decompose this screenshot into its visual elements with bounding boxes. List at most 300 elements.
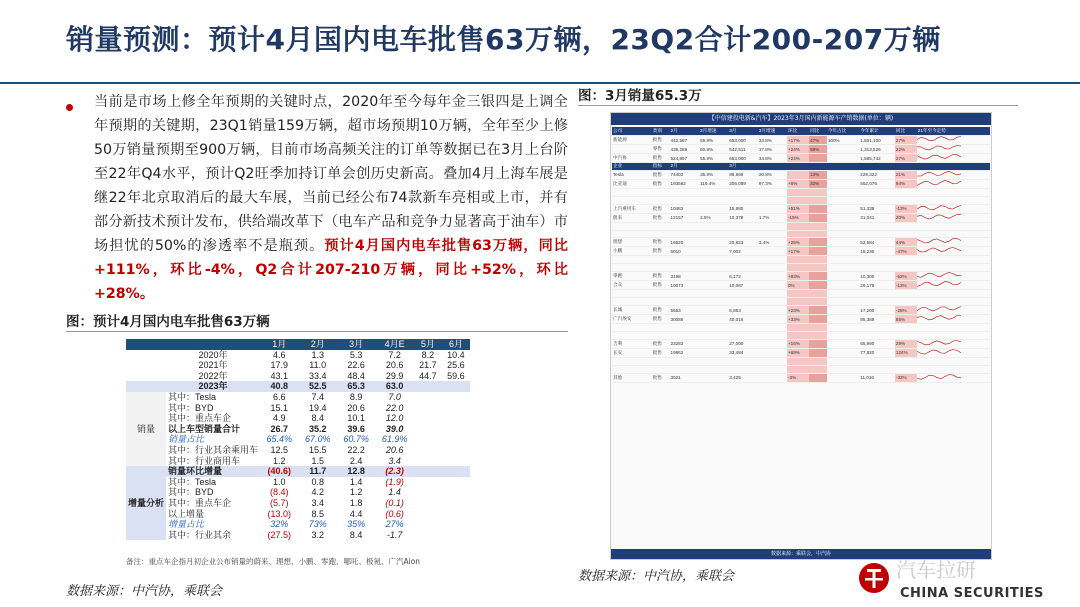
value-cell (809, 256, 827, 264)
value-cell (859, 222, 895, 230)
value-cell (652, 222, 670, 230)
empty-cell (126, 350, 166, 361)
page-title: 销量预测：预计4月国内电车批售63万辆，23Q2合计200-207万辆 (66, 23, 941, 56)
sparkline-path (917, 155, 961, 160)
value-cell (442, 456, 470, 467)
value-cell: 193562 (670, 179, 700, 188)
value-cell: +16% (787, 339, 809, 348)
row-label: 销量占比 (168, 434, 205, 445)
value-cell: 批售 (652, 179, 670, 188)
value-cell (699, 290, 728, 298)
value-cell: 批售 (652, 272, 670, 281)
value-cell: 15,880 (728, 204, 758, 213)
header-cell (126, 339, 166, 350)
value-cell (670, 256, 700, 264)
value-cell: +6% (787, 179, 809, 188)
sparkline-path (917, 316, 961, 320)
value-cell (612, 298, 652, 306)
value-cell: +25% (787, 238, 809, 247)
row-label: 增量占比 (168, 519, 205, 530)
value-cell (442, 392, 470, 403)
value-cell: 批售 (652, 213, 670, 222)
value-cell (652, 230, 670, 238)
value-cell: 7.2 (388, 349, 401, 360)
value-cell (917, 222, 990, 230)
right-sales-table (612, 127, 990, 383)
value-cell (612, 256, 652, 264)
value-cell: -13% (895, 204, 917, 213)
value-cell (787, 331, 809, 339)
value-cell (414, 424, 442, 435)
value-cell (612, 196, 652, 204)
value-cell: 3.2 (311, 529, 324, 540)
header-cell (166, 339, 260, 350)
header-cell: 3月 (728, 127, 758, 136)
sparkline-icon (917, 349, 963, 356)
table-row (612, 348, 990, 357)
value-cell (809, 238, 827, 247)
sparkline-path (917, 180, 961, 185)
value-cell: 44% (895, 238, 917, 247)
header-cell: 21年至今走势 (917, 127, 990, 136)
value-cell (699, 348, 728, 357)
value-cell: +23% (787, 306, 809, 315)
value-cell (612, 230, 652, 238)
sparkline-cell (917, 145, 990, 154)
value-cell (917, 365, 990, 373)
value-cell: 27,000 (728, 339, 758, 348)
value-cell (442, 477, 470, 488)
value-cell: 合众 (612, 281, 652, 290)
table-row (612, 315, 990, 324)
value-cell (652, 196, 670, 204)
value-cell (728, 324, 758, 332)
value-cell: 67.0% (304, 434, 331, 445)
value-cell (758, 365, 787, 373)
table-row (126, 477, 470, 488)
value-cell (827, 348, 859, 357)
value-cell (414, 445, 442, 456)
value-cell: 19.4 (308, 402, 327, 413)
value-cell: 51,338 (859, 204, 895, 213)
group-label-increment: 增量分析 (126, 466, 166, 540)
row-label: 其中：行业其余乘用车 (168, 444, 259, 455)
value-cell: 35.2 (308, 423, 327, 434)
value-cell (699, 373, 728, 382)
value-cell (827, 373, 859, 382)
value-cell (699, 357, 728, 365)
value-cell: 小鹏 (612, 247, 652, 256)
value-cell (728, 290, 758, 298)
value-cell (859, 188, 895, 196)
left-figure-note: 备注：重点车企指月初企业公布销量的蔚来、理想、小鹏、零跑、哪吒、极氪、广汽Aion (126, 557, 421, 566)
left-sales-table (126, 339, 470, 540)
value-cell: 63.0 (375, 381, 413, 392)
value-cell: (2.3) (375, 466, 413, 477)
value-cell: 3198 (670, 272, 700, 281)
value-cell: -52% (895, 272, 917, 281)
value-cell (895, 230, 917, 238)
value-cell (442, 487, 470, 498)
value-cell (827, 145, 859, 154)
value-cell: 8.2 (421, 349, 435, 360)
value-cell (827, 298, 859, 306)
value-cell: 65,990 (859, 339, 895, 348)
value-cell (787, 230, 809, 238)
value-cell: +17% (787, 247, 809, 256)
value-cell (414, 477, 442, 488)
value-cell: 26,178 (859, 281, 895, 290)
value-cell: 18,230 (859, 247, 895, 256)
value-cell (758, 290, 787, 298)
value-cell (758, 163, 787, 171)
table-row (126, 381, 470, 392)
value-cell: (27.5) (267, 529, 292, 540)
value-cell: 3.4% (758, 238, 787, 247)
sparkline-cell (917, 179, 990, 188)
value-cell (612, 222, 652, 230)
value-cell (758, 281, 787, 290)
value-cell: 零售 (652, 145, 670, 154)
value-cell: 20.8% (758, 170, 787, 179)
value-cell (699, 298, 728, 306)
value-cell (809, 188, 827, 196)
table-subrow (612, 256, 990, 264)
value-cell: 40.8 (260, 381, 298, 392)
value-cell: 30086 (670, 315, 700, 324)
value-cell: 33.4 (308, 370, 327, 381)
value-cell: 65.4% (266, 434, 293, 445)
value-cell (895, 256, 917, 264)
value-cell (442, 498, 470, 509)
value-cell (652, 331, 670, 339)
value-cell: 34.8% (758, 154, 787, 163)
value-cell (414, 466, 442, 477)
value-cell (809, 247, 827, 256)
table-row (126, 392, 470, 403)
value-cell: +51% (787, 204, 809, 213)
row-label: 其中：重点车企 (168, 497, 232, 508)
watermark-text: 汽车拉研 (896, 558, 976, 582)
row-label: 其中：BYD (168, 402, 214, 413)
value-cell (859, 256, 895, 264)
table-row (612, 238, 990, 247)
value-cell (859, 196, 895, 204)
table-row (612, 179, 990, 188)
value-cell (809, 272, 827, 281)
value-cell: 7.0 (388, 391, 401, 402)
value-cell (859, 264, 895, 272)
value-cell (442, 519, 470, 530)
value-cell (699, 281, 728, 290)
value-cell: 22% (895, 145, 917, 154)
table-row (126, 371, 470, 382)
value-cell (758, 315, 787, 324)
table-subrow (612, 290, 990, 298)
value-cell: 2.5% (699, 213, 728, 222)
value-cell (859, 324, 895, 332)
value-cell (827, 179, 859, 188)
value-cell: 19862 (670, 348, 700, 357)
value-cell (758, 196, 787, 204)
table-row (612, 154, 990, 163)
value-cell (859, 331, 895, 339)
table-row (612, 281, 990, 290)
value-cell: 32% (270, 519, 289, 530)
value-cell (652, 264, 670, 272)
value-cell: 23283 (670, 339, 700, 348)
value-cell (895, 290, 917, 298)
value-cell (827, 290, 859, 298)
row-label: 2021年 (198, 360, 228, 371)
value-cell (827, 306, 859, 315)
value-cell: 广汽埃安 (612, 315, 652, 324)
table-row (126, 519, 470, 530)
value-cell: 12157 (670, 213, 700, 222)
value-cell (895, 264, 917, 272)
table-row (612, 272, 990, 281)
value-cell: 6,853 (728, 306, 758, 315)
value-cell (652, 324, 670, 332)
value-cell (917, 298, 990, 306)
value-cell: 长安 (612, 348, 652, 357)
value-cell (442, 403, 470, 414)
value-cell (809, 306, 827, 315)
value-cell (859, 365, 895, 373)
value-cell (442, 434, 470, 445)
value-cell (758, 357, 787, 365)
value-cell: 11.7 (298, 466, 336, 477)
value-cell (414, 509, 442, 520)
value-cell (699, 365, 728, 373)
table-row (612, 145, 990, 154)
empty-cell (126, 381, 166, 392)
value-cell (652, 357, 670, 365)
value-cell: 零跑 (612, 272, 652, 281)
value-cell (809, 230, 827, 238)
value-cell (827, 238, 859, 247)
value-cell: 10.1 (347, 413, 365, 424)
sparkline-path (917, 248, 961, 252)
left-figure-label: 图：预计4月国内电车批售63万辆 (66, 314, 270, 330)
value-cell: 新能源 (612, 136, 652, 145)
value-cell (859, 230, 895, 238)
value-cell (612, 365, 652, 373)
value-cell (670, 222, 700, 230)
value-cell (827, 339, 859, 348)
value-cell (670, 298, 700, 306)
value-cell (787, 163, 809, 171)
value-cell (758, 306, 787, 315)
value-cell: +24% (787, 145, 809, 154)
value-cell (699, 204, 728, 213)
sparkline-icon (917, 306, 963, 313)
value-cell: +33% (787, 315, 809, 324)
value-cell: 3.4 (311, 497, 324, 508)
value-cell (442, 381, 470, 392)
value-cell (758, 230, 787, 238)
table-row (126, 350, 470, 361)
sparkline-path (917, 137, 961, 141)
value-cell: 1.8 (349, 497, 363, 508)
value-cell (442, 530, 470, 541)
value-cell (917, 256, 990, 264)
value-cell (827, 170, 859, 179)
value-cell (670, 365, 700, 373)
value-cell (827, 331, 859, 339)
left-figure-rule (66, 331, 568, 332)
table-subrow (612, 264, 990, 272)
sparkline-icon (917, 214, 963, 221)
table-row (126, 434, 470, 445)
value-cell: 1.0 (273, 476, 286, 487)
value-cell (414, 413, 442, 424)
value-cell (827, 272, 859, 281)
value-cell: 10482 (670, 204, 700, 213)
value-cell (699, 222, 728, 230)
group-label-sales: 销量 (126, 392, 166, 466)
value-cell (414, 381, 442, 392)
value-cell: 指标 (652, 163, 670, 171)
row-label: 其中：BYD (168, 487, 214, 498)
value-cell: 206,089 (728, 179, 758, 188)
value-cell: 65.3 (337, 381, 375, 392)
header-cell: 1月 (260, 339, 298, 350)
table-subrow (612, 357, 990, 365)
sparkline-icon (917, 247, 963, 254)
header-cell: 3月增速 (758, 127, 787, 136)
header-cell: 环比 (787, 127, 809, 136)
value-cell: 批售 (652, 339, 670, 348)
value-cell: 13% (809, 170, 827, 179)
value-cell: 47% (809, 136, 827, 145)
value-cell (917, 196, 990, 204)
value-cell: 理想 (612, 238, 652, 247)
table-header-row (612, 127, 990, 136)
value-cell: 32% (809, 179, 827, 188)
value-cell (809, 373, 827, 382)
value-cell: 29% (895, 339, 917, 348)
value-cell (652, 365, 670, 373)
value-cell: 批售 (652, 154, 670, 163)
value-cell: 60.8% (699, 145, 728, 154)
sparkline-icon (917, 272, 963, 279)
value-cell (758, 373, 787, 382)
row-label: 其中：重点车企 (168, 413, 232, 424)
table-row (612, 247, 990, 256)
value-cell (895, 222, 917, 230)
sparkline-icon (917, 315, 963, 322)
value-cell: 61.9% (381, 434, 408, 445)
value-cell (809, 222, 827, 230)
value-cell: 5553 (670, 306, 700, 315)
value-cell (652, 256, 670, 264)
body-text-normal: 当前是市场上修全年预期的关键时点，2020年至今每年金三银四是上调全年预期的关键期，23Q1销量159万辆，超市场预期10万辆，全年至少上修50万销量预期至900万辆，目前市场高频关注的订单等数据已在3月上台阶至22年Q4水平，预计Q2旺季加持订单会创历史新高。叠加4月上海车展是继22年北京取消后的最大车展，当前已经公布74款新车亮相或上市，并有部分新技术预计发布，供给端改革下（电车产品和竞争力显著高于油车）市场担忧的50%的渗透率不是瓶颈。 (94, 94, 568, 254)
value-cell: 4.6 (273, 349, 286, 360)
value-cell: 20% (895, 213, 917, 222)
value-cell (859, 298, 895, 306)
value-cell (670, 230, 700, 238)
value-cell (758, 256, 787, 264)
table-row (612, 306, 990, 315)
value-cell: 21% (895, 170, 917, 179)
sparkline-cell (917, 348, 990, 357)
value-cell (728, 365, 758, 373)
value-cell: 85% (895, 315, 917, 324)
value-cell: +69% (787, 348, 809, 357)
value-cell (859, 357, 895, 365)
value-cell (442, 445, 470, 456)
value-cell: Tesla (612, 170, 652, 179)
value-cell (787, 324, 809, 332)
value-cell: 3月 (728, 163, 758, 171)
value-cell (612, 264, 652, 272)
header-cell: 2月 (298, 339, 336, 350)
header-cell: 5月 (414, 339, 442, 350)
sparkline-cell (917, 213, 990, 222)
sparkline-cell (917, 247, 990, 256)
value-cell: 39.0 (385, 423, 404, 434)
value-cell: 11,016 (859, 373, 895, 382)
table-row (612, 163, 990, 171)
right-panel-footer: 数据来源：乘联会，中汽协 (611, 549, 991, 559)
value-cell: -15% (787, 213, 809, 222)
value-cell: 蔚来 (612, 213, 652, 222)
value-cell (758, 324, 787, 332)
value-cell (809, 264, 827, 272)
value-cell (728, 196, 758, 204)
value-cell (652, 188, 670, 196)
value-cell (612, 145, 652, 154)
value-cell (917, 230, 990, 238)
value-cell (699, 163, 728, 171)
sparkline-cell (917, 306, 990, 315)
sparkline-path (917, 205, 961, 209)
value-cell (895, 357, 917, 365)
value-cell (809, 331, 827, 339)
value-cell: 29.9 (385, 370, 404, 381)
value-cell (787, 264, 809, 272)
value-cell: 124% (895, 348, 917, 357)
sparkline-cell (917, 238, 990, 247)
sparkline-cell (917, 136, 990, 145)
sparkline-path (917, 171, 961, 176)
right-data-panel (610, 112, 992, 560)
sparkline-cell (917, 163, 990, 171)
sparkline-path (917, 282, 961, 287)
value-cell: 10,378 (728, 213, 758, 222)
sparkline-cell (917, 373, 990, 382)
value-cell: 25.6 (447, 360, 465, 371)
value-cell (758, 339, 787, 348)
value-cell (827, 230, 859, 238)
value-cell: 批售 (652, 315, 670, 324)
value-cell (787, 298, 809, 306)
value-cell: 27% (385, 519, 404, 530)
value-cell: 5.3 (349, 349, 363, 360)
table-subrow (612, 324, 990, 332)
logo-name: CHINA SECURITIES (900, 586, 1044, 601)
value-cell: 34.8% (758, 136, 787, 145)
value-cell (414, 519, 442, 530)
value-cell: 20.6 (347, 402, 365, 413)
table-row (126, 413, 470, 424)
table-subrow (612, 230, 990, 238)
table-subrow (612, 298, 990, 306)
value-cell: (0.1) (385, 497, 404, 508)
title-divider (0, 82, 1080, 84)
table-row (126, 487, 470, 498)
